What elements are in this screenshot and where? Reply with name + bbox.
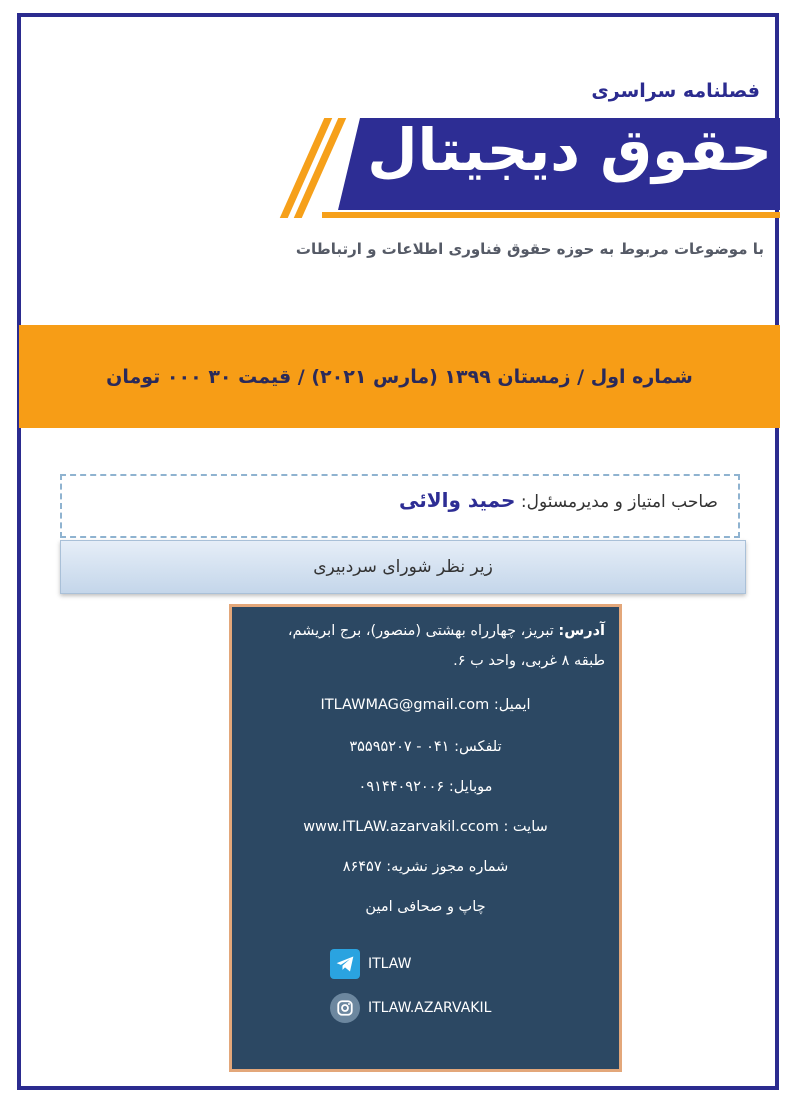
address-line-2: طبقه ۸ غربی، واحد ب ۶.: [453, 653, 605, 669]
site-label: سایت :: [503, 819, 548, 835]
email-value[interactable]: ITLAWMAG@gmail.com: [320, 697, 490, 713]
journal-subtitle: فصلنامه سراسری: [591, 80, 760, 102]
telegram-handle: ITLAW: [368, 956, 412, 972]
instagram-link[interactable]: [330, 993, 491, 1023]
email-line: [232, 697, 619, 713]
editorial-board-bar: [60, 540, 746, 594]
mobile-line: [232, 779, 619, 795]
email-label: ایمیل:: [493, 697, 531, 713]
owner-line: [399, 488, 718, 512]
issue-band: [19, 325, 780, 428]
address-text-1: تبریز، چهارراه بهشتی (منصور)، برج ابریشم،: [287, 623, 554, 639]
site-line: [232, 819, 619, 835]
owner-box: [60, 474, 740, 538]
telegram-link[interactable]: [330, 949, 411, 979]
contact-panel: [229, 604, 622, 1072]
printer-line: چاپ و صحافی امین: [365, 899, 486, 915]
mobile-value: ۰۹۱۴۴۰۹۲۰۰۶: [358, 779, 445, 795]
license-line: [232, 859, 619, 875]
journal-tagline: با موضوعات مربوط به حوزه حقوق فناوری اطلاعات و ارتباطات: [295, 240, 764, 258]
owner-label: صاحب امتیاز و مدیرمسئول:: [520, 492, 718, 512]
instagram-icon: [330, 993, 360, 1023]
owner-name: حمید والائی: [399, 488, 516, 512]
mobile-label: موبایل:: [448, 779, 493, 795]
fax-line: [232, 739, 619, 755]
fax-label: تلفکس:: [454, 739, 502, 755]
address-label: آدرس:: [558, 623, 605, 639]
license-value: ۸۶۴۵۷: [342, 859, 382, 875]
license-label: شماره مجوز نشریه:: [386, 859, 509, 875]
editorial-board-text: زیر نظر شورای سردبیری: [313, 557, 493, 577]
journal-title: حقوق دیجیتال: [367, 116, 772, 184]
fax-value: ۰۴۱ - ۳۵۵۹۵۲۰۷: [349, 739, 450, 755]
instagram-handle: ITLAW.AZARVAKIL: [368, 1000, 492, 1016]
telegram-icon: [330, 949, 360, 979]
banner-underline: [322, 212, 780, 218]
issue-info: شماره اول / زمستان ۱۳۹۹ (مارس ۲۰۲۱) / قیمت ۳۰ ۰۰۰ تومان: [106, 365, 693, 388]
site-value[interactable]: www.ITLAW.azarvakil.ccom: [303, 819, 499, 835]
address-line-1: [288, 623, 605, 639]
